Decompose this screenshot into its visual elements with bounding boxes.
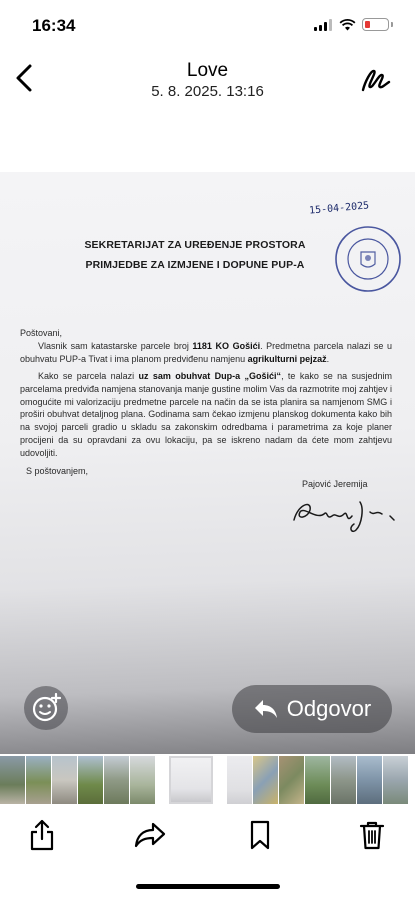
nav-header [0, 52, 415, 108]
bookmark-button[interactable] [242, 816, 278, 854]
battery-icon [362, 18, 389, 31]
thumbnail-gap [214, 756, 226, 804]
thumbnail-strip[interactable] [0, 756, 415, 804]
status-time: 16:34 [32, 16, 76, 35]
emoji-add-icon [31, 693, 61, 723]
handwritten-signature [290, 490, 410, 536]
thumbnail[interactable] [26, 756, 51, 804]
thumbnail[interactable] [383, 756, 408, 804]
reply-arrow-icon [253, 698, 279, 720]
photo-timestamp: 5. 8. 2025. 13:16 [151, 83, 264, 100]
thumbnail[interactable] [0, 756, 25, 804]
document-date-stamp: 15-04-2025 [308, 200, 370, 217]
conversation-title: Love [186, 60, 229, 81]
thumbnail[interactable] [130, 756, 155, 804]
wifi-icon [339, 19, 356, 31]
forward-icon [133, 821, 167, 849]
thumbnail[interactable] [305, 756, 330, 804]
markup-icon [359, 64, 393, 94]
thumbnail[interactable] [52, 756, 77, 804]
thumbnail[interactable] [227, 756, 252, 804]
thumbnail[interactable] [253, 756, 278, 804]
battery-tip [391, 22, 393, 27]
document-greeting: Poštovani, [20, 328, 63, 338]
document-paragraph-1: Vlasnik sam katastarske parcele broj 1181 KO Gošići. Predmetna parcela nalazi se u obuhvatu PUP-a Tivat i ima planom predviđenu namjenu agrikulturni pejzaž. [20, 341, 392, 364]
document-closing: S poštovanjem, [26, 466, 89, 476]
markup-button[interactable] [359, 64, 393, 94]
delete-button[interactable] [354, 816, 390, 854]
share-button[interactable] [24, 816, 60, 854]
photo-viewer[interactable] [0, 172, 415, 754]
thumbnail-gap [156, 756, 168, 804]
status-icons [314, 18, 393, 31]
document-paragraph-2: Kako se parcela nalazi uz sam obuhvat Dup-a „Gošići“, te kako se na susjednim parcelama predviđa namjena stanovanja manje gustine molim Vas da razmotrite moj zahtjev i omogućite mi valorizaciju predmetne parcele na način da se ista planira sa namjenom SMG i proširi obuhvat detaljnog plana. Godinama sam čekao izmjenu planskog dokumenta kako bih na svojoj parceli gradio u skladu sa zakonskim odredbama i parametrima za koje planer procijeni da su opravdani za ovu lokaciju, pa se iskreno nadam da ćete mom zahtjevu udovoljiti. [20, 371, 393, 458]
thumbnail[interactable] [78, 756, 103, 804]
thumbnail[interactable] [104, 756, 129, 804]
share-icon [28, 818, 56, 852]
trash-icon [358, 819, 386, 851]
forward-button[interactable] [132, 816, 168, 854]
status-bar [0, 0, 415, 50]
document-signer-name: Pajović Jeremija [302, 479, 368, 489]
bottom-toolbar [0, 806, 415, 866]
thumbnail[interactable] [357, 756, 382, 804]
reply-button[interactable] [232, 685, 392, 733]
thumbnail-current[interactable] [169, 756, 213, 804]
bookmark-icon [248, 819, 272, 851]
document-photo [0, 172, 415, 754]
add-reaction-button[interactable] [24, 686, 68, 730]
document-heading-1: SEKRETARIJAT ZA UREĐENJE PROSTORA [84, 239, 306, 251]
document-heading-2: PRIMJEDBE ZA IZMJENE I DOPUNE PUP-A [85, 259, 305, 271]
signal-icon [314, 19, 333, 31]
thumbnail[interactable] [279, 756, 304, 804]
thumbnail[interactable] [331, 756, 356, 804]
reply-label: Odgovor [286, 696, 372, 721]
home-indicator[interactable] [136, 884, 280, 889]
